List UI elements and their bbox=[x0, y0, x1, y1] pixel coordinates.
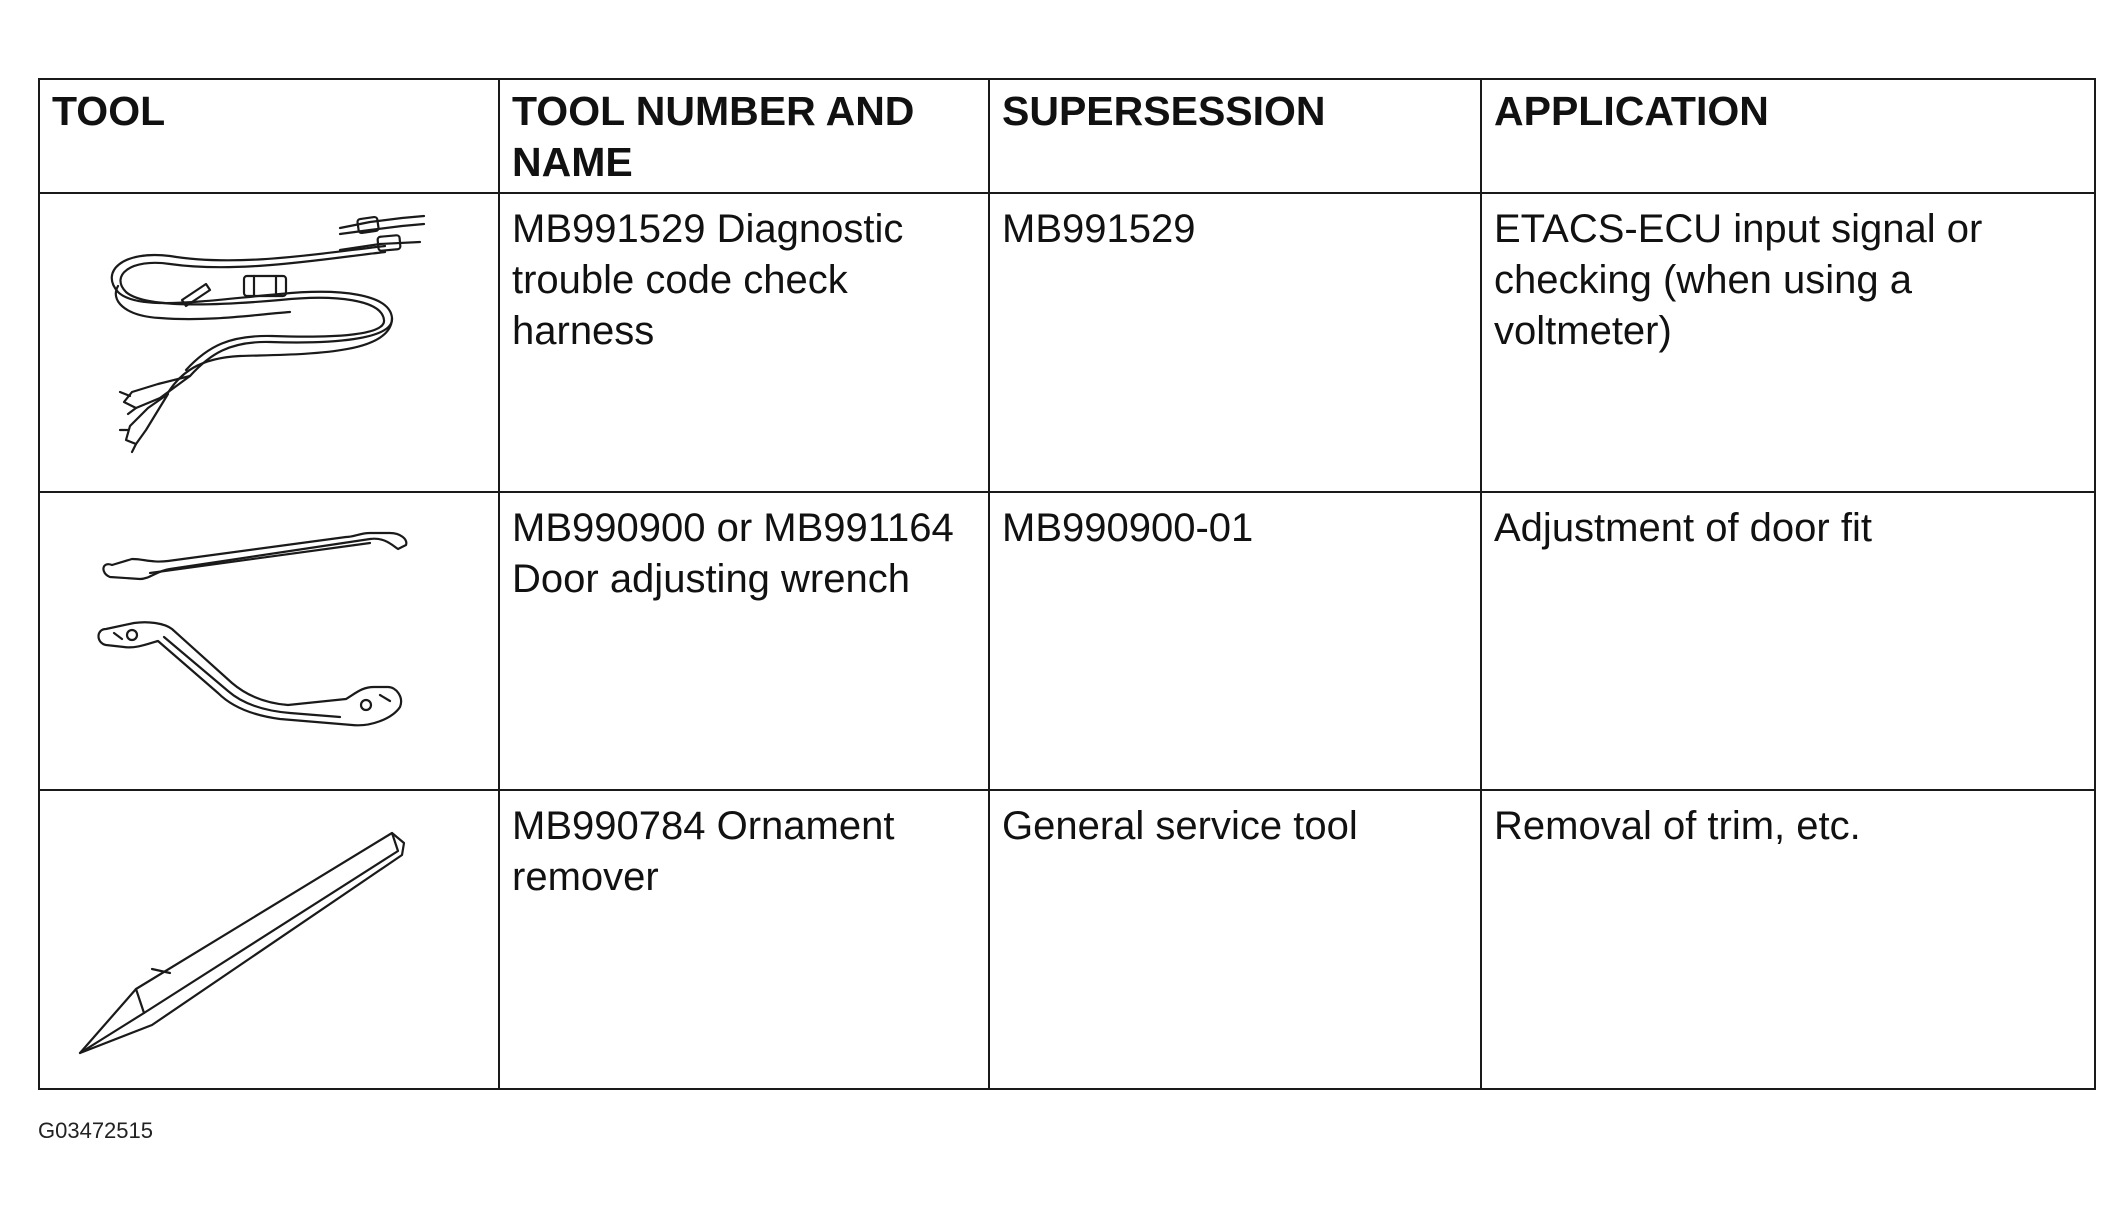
tool-picture-cell bbox=[39, 492, 499, 791]
tool-picture-cell bbox=[39, 790, 499, 1089]
header-tool: TOOL bbox=[39, 79, 499, 193]
ornament-remover-icon bbox=[40, 791, 498, 1073]
tools-table-container bbox=[38, 78, 2094, 1090]
supersession-cell: General service tool bbox=[989, 790, 1481, 1089]
check-harness-icon bbox=[40, 194, 498, 476]
tool-number-and-name-cell: MB991529 Diagnostic trouble code check harness bbox=[499, 193, 989, 492]
application-cell: Removal of trim, etc. bbox=[1481, 790, 2095, 1089]
tool-number-and-name-cell: MB990900 or MB991164 Door adjusting wrench bbox=[499, 492, 989, 791]
special-tools-table bbox=[38, 78, 2096, 1090]
tool-number-and-name-cell: MB990784 Ornament remover bbox=[499, 790, 989, 1089]
supersession-cell: MB990900-01 bbox=[989, 492, 1481, 791]
application-cell: ETACS-ECU input signal or checking (when using a voltmeter) bbox=[1481, 193, 2095, 492]
header-tool-number-and-name: TOOL NUMBER AND NAME bbox=[499, 79, 989, 193]
table-row bbox=[39, 790, 2095, 1089]
door-wrench-icon bbox=[40, 493, 498, 775]
header-application: APPLICATION bbox=[1481, 79, 2095, 193]
supersession-cell: MB991529 bbox=[989, 193, 1481, 492]
application-cell: Adjustment of door fit bbox=[1481, 492, 2095, 791]
table-header-row bbox=[39, 79, 2095, 193]
header-supersession: SUPERSESSION bbox=[989, 79, 1481, 193]
table-row bbox=[39, 492, 2095, 791]
tool-picture-cell bbox=[39, 193, 499, 492]
table-row bbox=[39, 193, 2095, 492]
figure-id: G03472515 bbox=[38, 1118, 153, 1143]
